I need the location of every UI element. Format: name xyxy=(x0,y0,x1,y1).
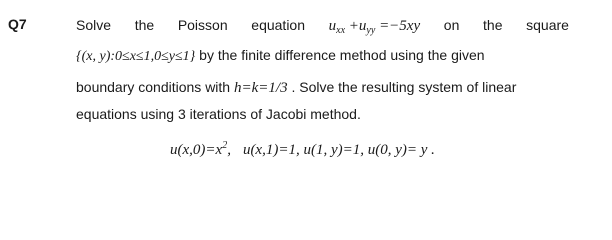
step-size: h=k=1/3 xyxy=(234,80,288,96)
question-line-3 xyxy=(76,78,516,97)
question-number: Q7 xyxy=(8,16,27,32)
question-line-4 xyxy=(76,105,361,123)
word-the: the xyxy=(134,17,155,33)
question-line-2 xyxy=(76,46,485,66)
line-3-text-b: . Solve the resulting system of linear xyxy=(287,79,517,95)
word-poisson: Poisson xyxy=(177,17,228,33)
word-solve: Solve xyxy=(76,17,112,33)
word-equation: equation xyxy=(251,17,305,33)
line-3-text-a: boundary conditions with xyxy=(76,79,234,95)
word-the-2: the xyxy=(483,17,503,33)
square-domain: {(x, y):0≤x≤1,0≤y≤1} xyxy=(76,49,196,64)
question-line-1 xyxy=(76,16,569,40)
bc-bottom: $u(x,0)=x^2$, xyxy=(170,140,231,158)
line-2-text: by the finite difference method using the given xyxy=(195,47,485,63)
line-4-text: equations using 3 iterations of Jacobi method. xyxy=(76,106,361,122)
poisson-equation: $u_{xx} +u_{yy} =-5xy$ xyxy=(328,18,421,36)
bc-others: u(x,1)=1, u(1, y)=1, u(0, y)= y . xyxy=(242,142,435,158)
word-on: on xyxy=(443,17,460,33)
word-square: square xyxy=(526,17,569,33)
boundary-conditions xyxy=(170,137,435,159)
